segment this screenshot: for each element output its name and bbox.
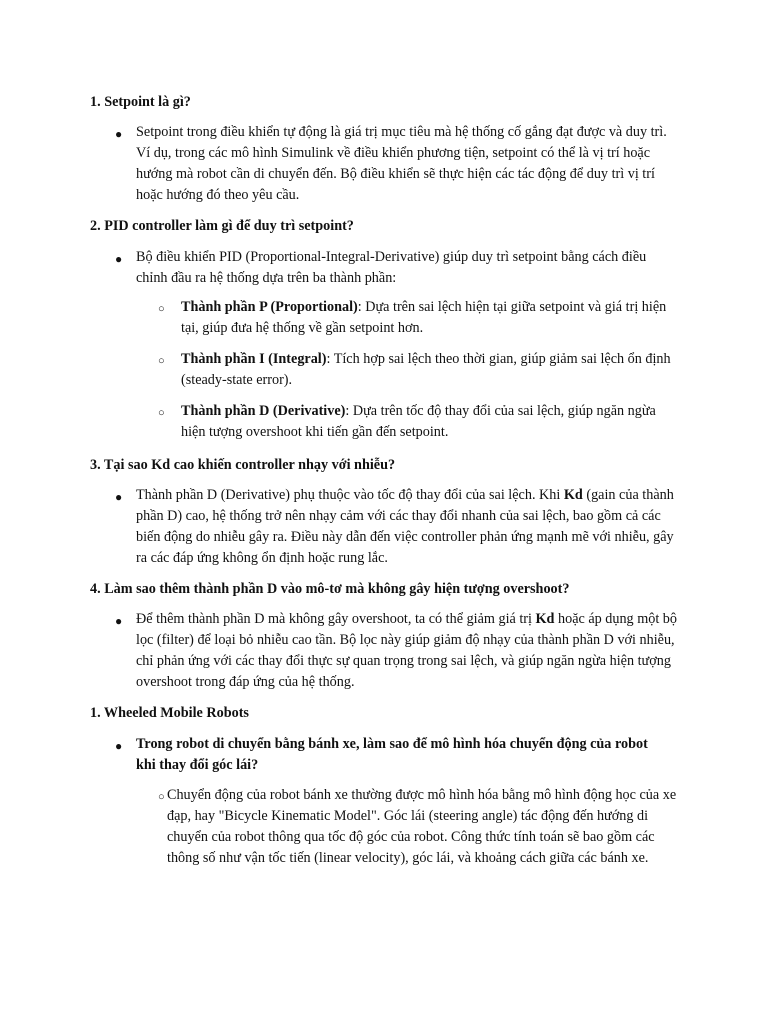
bullet-icon: ●	[115, 127, 123, 141]
bullet-icon: ●	[115, 739, 123, 753]
question-steering: Trong robot di chuyển bằng bánh xe, làm sao để mô hình hóa chuyển động của robot khi thay đổi góc lái?	[136, 736, 648, 773]
paragraph-pid: Bộ điều khiển PID (Proportional-Integral-Derivative) giúp duy trì setpoint bằng cách điều chỉnh đầu ra hệ thống dựa trên ba thành phần:	[136, 249, 647, 286]
paragraph-bicycle-model: Chuyển động của robot bánh xe thường được mô hình hóa bằng mô hình động học của xe đạp, hay "Bicycle Kinematic Model". Góc lái (steering angle) tác động đến hướng di chuyển của robot thông qua tốc độ góc của robot. Công thức tính toán sẽ bao gồm các thông số như vận tốc tiến (linear velocity), góc lái, và khoảng cách giữa các bánh xe.	[167, 787, 677, 866]
paragraph-kd-noise: Thành phần D (Derivative) phụ thuộc vào tốc độ thay đổi của sai lệch. Khi Kd (gain của thành phần D) cao, hệ thống trở nên nhạy cảm với các thay đổi nhanh của sai lệch, bao gồm cả các biến động do nhiễu gây ra. Điều này dẫn đến việc controller phản ứng mạnh mẽ với nhiễu, gây ra các đáp ứng không ổn định hoặc rung lắc.	[136, 487, 674, 566]
circle-bullet-icon: ○	[158, 407, 165, 419]
sub-item-d: Thành phần D (Derivative): Dựa trên tốc độ thay đổi của sai lệch, giúp ngăn ngừa hiện tượng overshoot khi tiến gần đến setpoint.	[181, 403, 656, 440]
bullet-icon: ●	[115, 614, 123, 628]
bullet-icon: ●	[115, 490, 123, 504]
heading-overshoot: 4. Làm sao thêm thành phần D vào mô-tơ mà không gây hiện tượng overshoot?	[90, 581, 570, 597]
circle-bullet-icon: ○	[158, 355, 165, 367]
circle-bullet-icon: ○	[158, 303, 165, 315]
heading-pid: 2. PID controller làm gì để duy trì setpoint?	[90, 218, 354, 234]
bullet-icon: ●	[115, 252, 123, 266]
heading-wheeled-robots: 1. Wheeled Mobile Robots	[90, 705, 249, 721]
circle-bullet-icon: ○	[158, 791, 165, 803]
sub-item-i: Thành phần I (Integral): Tích hợp sai lệch theo thời gian, giúp giảm sai lệch ổn định (steady-state error).	[181, 351, 671, 388]
sub-item-p: Thành phần P (Proportional): Dựa trên sai lệch hiện tại giữa setpoint và giá trị hiện tại, giúp đưa hệ thống về gần setpoint hơn.	[181, 299, 667, 336]
paragraph-overshoot: Để thêm thành phần D mà không gây overshoot, ta có thể giảm giá trị Kd hoặc áp dụng một bộ lọc (filter) để loại bỏ nhiễu cao tần. Bộ lọc này giúp giảm độ nhạy của thành phần D với nhiễu, chỉ phản ứng với các thay đổi thực sự quan trọng trong sai lệch, và giúp ngăn ngừa hiện tượng overshoot trong đáp ứng của hệ thống.	[136, 611, 677, 690]
heading-setpoint: 1. Setpoint là gì?	[90, 94, 191, 110]
paragraph-setpoint: Setpoint trong điều khiển tự động là giá trị mục tiêu mà hệ thống cố gắng đạt được và duy trì. Ví dụ, trong các mô hình Simulink về điều khiển phương tiện, setpoint có thể là vị trí hoặc hướng mà robot cần di chuyển đến. Bộ điều khiển sẽ thực hiện các tác động để duy trì vị trí hoặc hướng đó theo yêu cầu.	[136, 124, 667, 203]
heading-kd-noise: 3. Tại sao Kd cao khiến controller nhạy với nhiễu?	[90, 457, 396, 473]
